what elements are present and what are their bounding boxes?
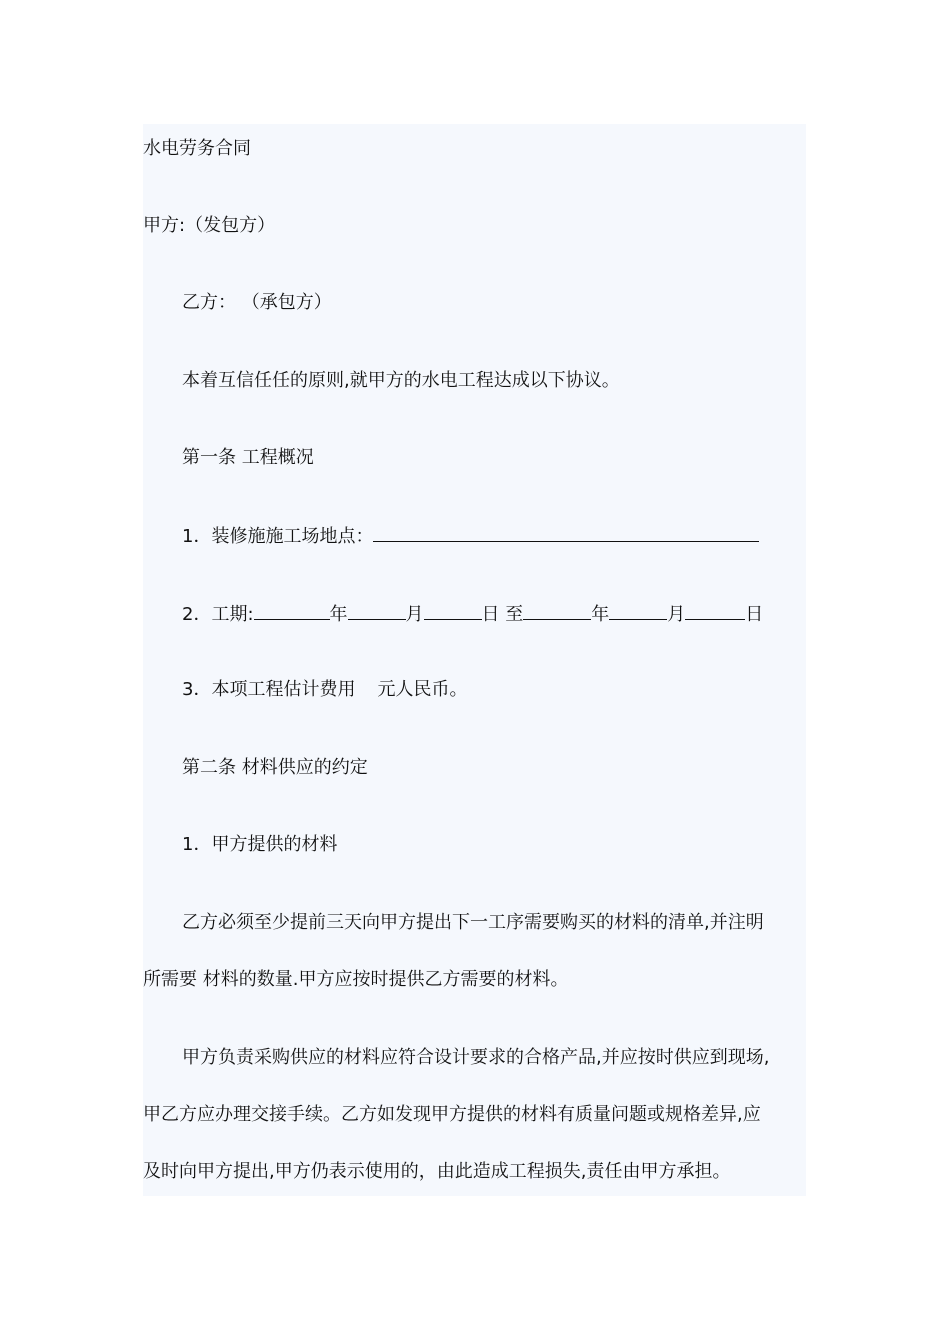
duration-label: 2．工期: [182,604,254,625]
year-label: 年 [591,604,610,625]
day-to-label: 日 至 [481,604,524,625]
supply-paragraph-line-3: 及时向甲方提出,甲方仍表示使用的，由此造成工程损失,责任由甲方承担。 [143,1161,731,1182]
month-label: 月 [667,604,686,625]
document-title: 水电劳务合同 [143,138,251,159]
start-day-blank[interactable] [424,601,482,620]
supply-paragraph-line-1: 甲方负责采购供应的材料应符合设计要求的合格产品,并应按时供应到现场, [182,1047,770,1068]
end-month-blank[interactable] [609,601,667,620]
materials-paragraph-line-2: 所需要 材料的数量.甲方应按时提供乙方需要的材料。 [143,969,569,990]
estimated-cost-line [182,678,467,702]
article-2-item-1: 1．甲方提供的材料 [182,834,338,855]
estimated-cost-unit: 元人民币。 [377,679,468,700]
month-label: 月 [405,604,424,625]
duration-line [182,601,763,627]
start-year-blank[interactable] [254,601,330,620]
document-page [143,124,806,1196]
start-month-blank[interactable] [348,601,406,620]
intro-paragraph: 本着互信任任的原则,就甲方的水电工程达成以下协议。 [182,370,620,391]
site-location-line [182,523,759,549]
party-b-line: 乙方： （承包方） [182,292,332,313]
end-day-blank[interactable] [685,601,745,620]
end-year-blank[interactable] [523,601,591,620]
day-label: 日 [745,604,764,625]
article-2-heading: 第二条 材料供应的约定 [182,757,368,778]
estimated-cost-label: 3．本项工程估计费用 [182,679,356,700]
site-location-label: 1．装修施施工场地点： [182,526,374,547]
article-1-heading: 第一条 工程概况 [182,447,314,468]
supply-paragraph-line-2: 甲乙方应办理交接手续。乙方如发现甲方提供的材料有质量问题或规格差异,应 [143,1104,761,1125]
site-location-blank[interactable] [373,523,759,542]
year-label: 年 [329,604,348,625]
materials-paragraph-line-1: 乙方必须至少提前三天向甲方提出下一工序需要购买的材料的清单,并注明 [182,912,764,933]
party-a-line: 甲方:（发包方） [143,215,276,236]
